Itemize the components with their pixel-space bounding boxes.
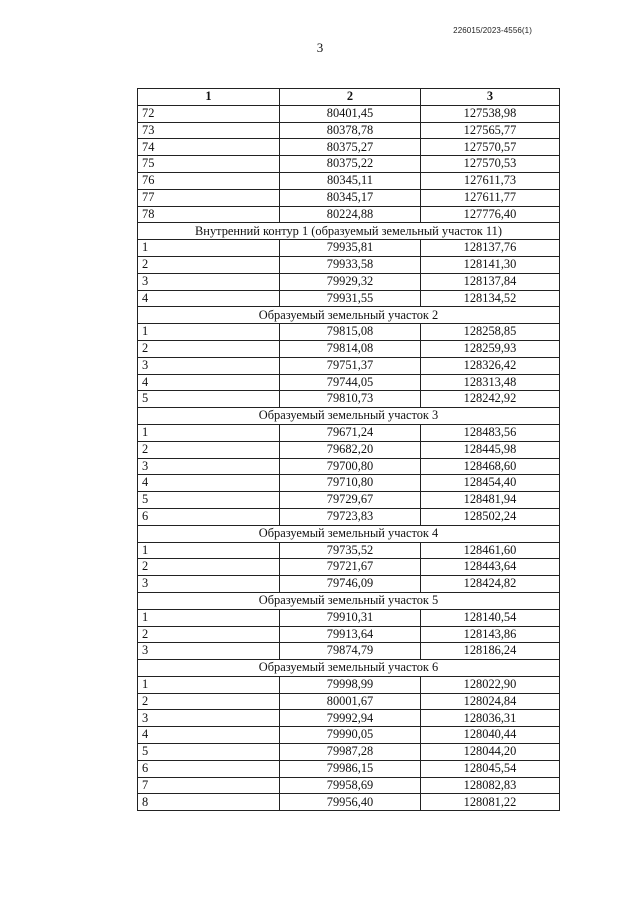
table-row (138, 508, 560, 525)
section-row (138, 408, 560, 425)
point-number-cell: 2 (138, 559, 280, 576)
x-coordinate-cell: 79992,94 (280, 710, 421, 727)
table-row (138, 340, 560, 357)
y-coordinate-cell: 128443,64 (421, 559, 560, 576)
point-number-cell: 2 (138, 693, 280, 710)
point-number-cell: 1 (138, 609, 280, 626)
point-number-cell: 4 (138, 290, 280, 307)
x-coordinate-cell: 79986,15 (280, 760, 421, 777)
y-coordinate-cell: 127570,53 (421, 156, 560, 173)
point-number-cell: 5 (138, 391, 280, 408)
table-row (138, 643, 560, 660)
point-number-cell: 75 (138, 156, 280, 173)
header-cell-x: 2 (280, 89, 421, 106)
point-number-cell: 2 (138, 441, 280, 458)
header-cell-point: 1 (138, 89, 280, 106)
table-row (138, 206, 560, 223)
x-coordinate-cell: 79810,73 (280, 391, 421, 408)
point-number-cell: 5 (138, 744, 280, 761)
x-coordinate-cell: 79723,83 (280, 508, 421, 525)
y-coordinate-cell: 128258,85 (421, 324, 560, 341)
y-coordinate-cell: 128044,20 (421, 744, 560, 761)
point-number-cell: 3 (138, 643, 280, 660)
y-coordinate-cell: 127611,73 (421, 172, 560, 189)
y-coordinate-cell: 128186,24 (421, 643, 560, 660)
page-number: 3 (316, 40, 324, 55)
point-number-cell: 1 (138, 240, 280, 257)
x-coordinate-cell: 79815,08 (280, 324, 421, 341)
x-coordinate-cell: 79910,31 (280, 609, 421, 626)
x-coordinate-cell: 79956,40 (280, 794, 421, 811)
table-row (138, 357, 560, 374)
section-row (138, 307, 560, 324)
table-row (138, 794, 560, 811)
y-coordinate-cell: 128461,60 (421, 542, 560, 559)
table-row (138, 290, 560, 307)
y-coordinate-cell: 128481,94 (421, 492, 560, 509)
x-coordinate-cell: 79958,69 (280, 777, 421, 794)
point-number-cell: 2 (138, 340, 280, 357)
point-number-cell: 1 (138, 676, 280, 693)
table-row (138, 542, 560, 559)
table-row (138, 122, 560, 139)
y-coordinate-cell: 128483,56 (421, 424, 560, 441)
section-row (138, 660, 560, 677)
x-coordinate-cell: 79729,67 (280, 492, 421, 509)
point-number-cell: 3 (138, 710, 280, 727)
table-row (138, 156, 560, 173)
x-coordinate-cell: 79751,37 (280, 357, 421, 374)
x-coordinate-cell: 79990,05 (280, 727, 421, 744)
y-coordinate-cell: 128141,30 (421, 256, 560, 273)
table-row (138, 374, 560, 391)
table-row (138, 458, 560, 475)
x-coordinate-cell: 80378,78 (280, 122, 421, 139)
y-coordinate-cell: 128040,44 (421, 727, 560, 744)
y-coordinate-cell: 128242,92 (421, 391, 560, 408)
y-coordinate-cell: 128502,24 (421, 508, 560, 525)
x-coordinate-cell: 80375,22 (280, 156, 421, 173)
table-row (138, 189, 560, 206)
y-coordinate-cell: 128313,48 (421, 374, 560, 391)
table-row (138, 240, 560, 257)
y-coordinate-cell: 127776,40 (421, 206, 560, 223)
x-coordinate-cell: 79700,80 (280, 458, 421, 475)
table-row (138, 441, 560, 458)
document-id: 226015/2023-4556(1) (453, 26, 532, 35)
point-number-cell: 72 (138, 105, 280, 122)
point-number-cell: 2 (138, 626, 280, 643)
table-row (138, 324, 560, 341)
x-coordinate-cell: 79682,20 (280, 441, 421, 458)
point-number-cell: 77 (138, 189, 280, 206)
point-number-cell: 7 (138, 777, 280, 794)
y-coordinate-cell: 127565,77 (421, 122, 560, 139)
y-coordinate-cell: 128045,54 (421, 760, 560, 777)
x-coordinate-cell: 80001,67 (280, 693, 421, 710)
point-number-cell: 1 (138, 424, 280, 441)
y-coordinate-cell: 128143,86 (421, 626, 560, 643)
point-number-cell: 5 (138, 492, 280, 509)
section-row (138, 223, 560, 240)
x-coordinate-cell: 79998,99 (280, 676, 421, 693)
y-coordinate-cell: 128140,54 (421, 609, 560, 626)
point-number-cell: 8 (138, 794, 280, 811)
table-row (138, 693, 560, 710)
y-coordinate-cell: 127570,57 (421, 139, 560, 156)
point-number-cell: 3 (138, 273, 280, 290)
y-coordinate-cell: 128082,83 (421, 777, 560, 794)
x-coordinate-cell: 79913,64 (280, 626, 421, 643)
y-coordinate-cell: 128024,84 (421, 693, 560, 710)
point-number-cell: 4 (138, 475, 280, 492)
y-coordinate-cell: 128134,52 (421, 290, 560, 307)
y-coordinate-cell: 128022,90 (421, 676, 560, 693)
x-coordinate-cell: 80375,27 (280, 139, 421, 156)
table-row (138, 676, 560, 693)
x-coordinate-cell: 79710,80 (280, 475, 421, 492)
point-number-cell: 1 (138, 542, 280, 559)
table-row (138, 172, 560, 189)
point-number-cell: 78 (138, 206, 280, 223)
point-number-cell: 3 (138, 357, 280, 374)
y-coordinate-cell: 128137,76 (421, 240, 560, 257)
table-row (138, 626, 560, 643)
section-title: Образуемый земельный участок 3 (138, 408, 560, 425)
table-row (138, 744, 560, 761)
y-coordinate-cell: 127611,77 (421, 189, 560, 206)
x-coordinate-cell: 79735,52 (280, 542, 421, 559)
table-row (138, 256, 560, 273)
x-coordinate-cell: 79814,08 (280, 340, 421, 357)
table-body (138, 105, 560, 810)
table-row (138, 475, 560, 492)
point-number-cell: 3 (138, 458, 280, 475)
point-number-cell: 3 (138, 576, 280, 593)
x-coordinate-cell: 80345,11 (280, 172, 421, 189)
table-row (138, 760, 560, 777)
x-coordinate-cell: 79933,58 (280, 256, 421, 273)
table-row (138, 609, 560, 626)
section-title: Внутренний контур 1 (образуемый земельный участок 11) (138, 223, 560, 240)
table-row (138, 576, 560, 593)
x-coordinate-cell: 79721,67 (280, 559, 421, 576)
x-coordinate-cell: 79931,55 (280, 290, 421, 307)
y-coordinate-cell: 128454,40 (421, 475, 560, 492)
table-row (138, 273, 560, 290)
section-title: Образуемый земельный участок 6 (138, 660, 560, 677)
x-coordinate-cell: 79874,79 (280, 643, 421, 660)
table-header (138, 89, 560, 106)
section-title: Образуемый земельный участок 4 (138, 525, 560, 542)
x-coordinate-cell: 79929,32 (280, 273, 421, 290)
section-title: Образуемый земельный участок 2 (138, 307, 560, 324)
point-number-cell: 73 (138, 122, 280, 139)
table-row (138, 559, 560, 576)
table-row (138, 492, 560, 509)
y-coordinate-cell: 128036,31 (421, 710, 560, 727)
x-coordinate-cell: 79987,28 (280, 744, 421, 761)
y-coordinate-cell: 127538,98 (421, 105, 560, 122)
x-coordinate-cell: 80224,88 (280, 206, 421, 223)
point-number-cell: 1 (138, 324, 280, 341)
table-row (138, 105, 560, 122)
table-row (138, 727, 560, 744)
x-coordinate-cell: 79746,09 (280, 576, 421, 593)
x-coordinate-cell: 80345,17 (280, 189, 421, 206)
section-row (138, 592, 560, 609)
point-number-cell: 6 (138, 760, 280, 777)
coordinates-table (137, 88, 560, 811)
point-number-cell: 76 (138, 172, 280, 189)
y-coordinate-cell: 128081,22 (421, 794, 560, 811)
header-cell-y: 3 (421, 89, 560, 106)
y-coordinate-cell: 128137,84 (421, 273, 560, 290)
x-coordinate-cell: 79744,05 (280, 374, 421, 391)
x-coordinate-cell: 79935,81 (280, 240, 421, 257)
x-coordinate-cell: 80401,45 (280, 105, 421, 122)
y-coordinate-cell: 128468,60 (421, 458, 560, 475)
section-title: Образуемый земельный участок 5 (138, 592, 560, 609)
table-row (138, 777, 560, 794)
header-row (138, 89, 560, 106)
y-coordinate-cell: 128445,98 (421, 441, 560, 458)
section-row (138, 525, 560, 542)
table-row (138, 424, 560, 441)
x-coordinate-cell: 79671,24 (280, 424, 421, 441)
table-row (138, 391, 560, 408)
point-number-cell: 4 (138, 727, 280, 744)
y-coordinate-cell: 128326,42 (421, 357, 560, 374)
y-coordinate-cell: 128424,82 (421, 576, 560, 593)
point-number-cell: 74 (138, 139, 280, 156)
table-row (138, 139, 560, 156)
point-number-cell: 6 (138, 508, 280, 525)
point-number-cell: 2 (138, 256, 280, 273)
point-number-cell: 4 (138, 374, 280, 391)
y-coordinate-cell: 128259,93 (421, 340, 560, 357)
table-row (138, 710, 560, 727)
